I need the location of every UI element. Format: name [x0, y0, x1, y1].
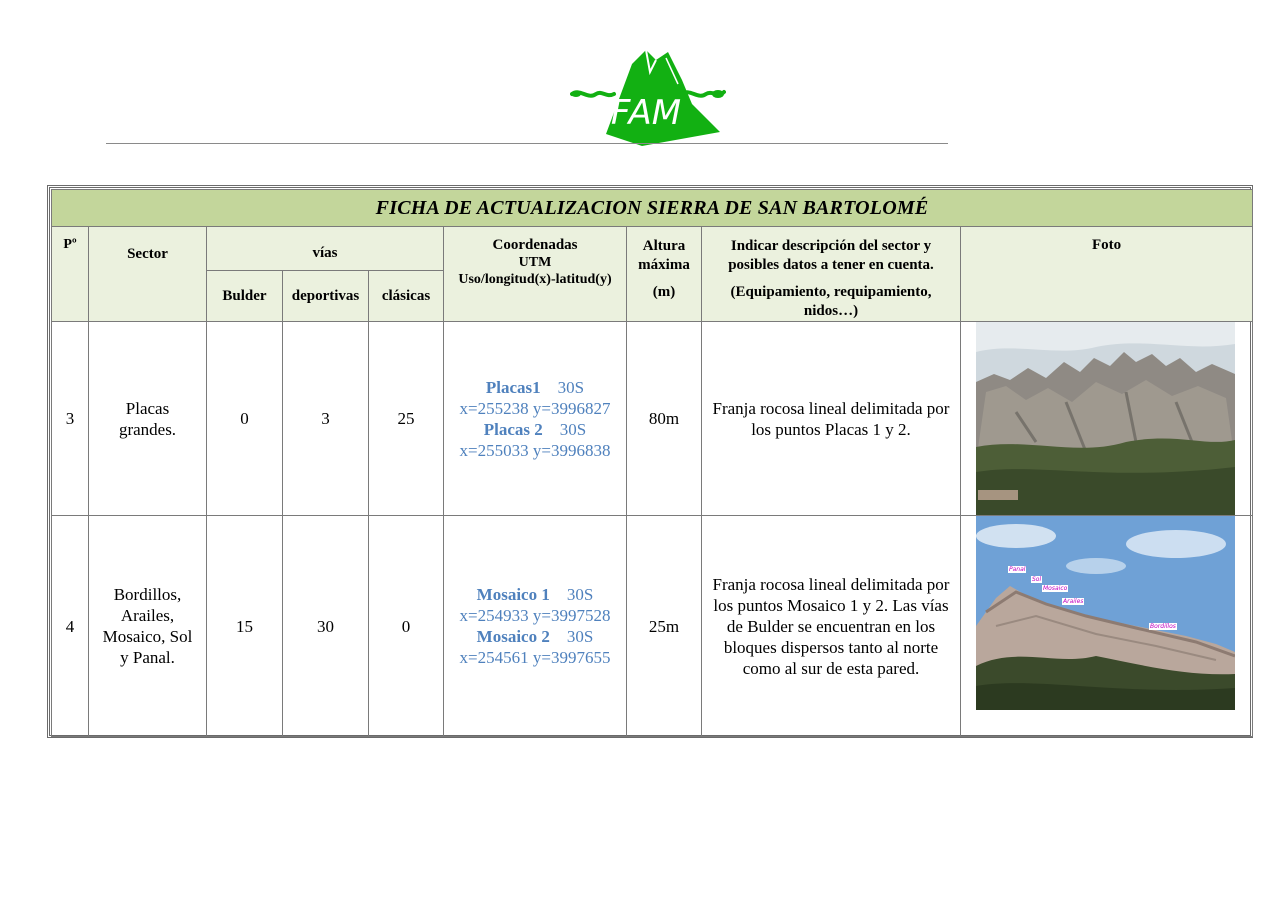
- point1-xy: x=255238 y=3996827: [459, 398, 611, 418]
- point1-zone: 30S: [557, 377, 585, 397]
- col-sector: [89, 227, 207, 322]
- point1-name: Mosaico 1: [476, 585, 550, 604]
- col-clasicas: clásicas: [369, 271, 444, 322]
- fam-logo: [570, 44, 726, 148]
- row-sector: Placas grandes.: [89, 322, 207, 516]
- photo-label-mosaico: Mosaico: [1043, 585, 1068, 592]
- photo-label-bordillos: Bordillos: [1150, 623, 1176, 630]
- col-vias: vías: [207, 227, 444, 271]
- update-sheet: [47, 185, 1253, 738]
- row-photo: [961, 516, 1253, 737]
- col-altura: [627, 227, 702, 322]
- col-deportivas: deportivas: [283, 271, 369, 322]
- point2-xy: x=254561 y=3997655: [459, 648, 611, 667]
- row-altura: 80m: [627, 322, 702, 516]
- point2-zone: 30S: [566, 627, 594, 646]
- row-photo: [961, 322, 1253, 516]
- altura-unit: (m): [652, 284, 676, 300]
- point2-name: Placas 2: [483, 419, 543, 439]
- point2-xy: x=255033 y=3996838: [459, 440, 611, 460]
- row-bulder: 0: [207, 322, 283, 516]
- row-descripcion: Franja rocosa lineal delimitada por los puntos Mosaico 1 y 2. Las vías de Bulder se encuentran en los bloques dispersos tanto al norte como al sur de esta pared.: [702, 516, 961, 737]
- photo-label-sol: Sol: [1032, 576, 1042, 583]
- logo-text: FAM: [610, 93, 682, 133]
- point1-zone: 30S: [566, 585, 594, 604]
- header-rule: [106, 143, 948, 144]
- point2-name: Mosaico 2: [476, 627, 550, 646]
- photo-label-panal: Panal: [1009, 566, 1026, 573]
- coord-sub: Uso/longitud(x)-latitud(y): [458, 272, 612, 287]
- col-num: Pº: [52, 227, 89, 322]
- placas-photo: [976, 322, 1235, 516]
- col-coordenadas: [444, 227, 627, 322]
- altura-line1: Altura: [642, 238, 686, 254]
- row-deportivas: 3: [283, 322, 369, 516]
- col-descripcion: [702, 227, 961, 322]
- row-clasicas: 25: [369, 322, 444, 516]
- col-bulder: Bulder: [207, 271, 283, 322]
- row-clasicas: 0: [369, 516, 444, 737]
- row-descripcion: Franja rocosa lineal delimitada por los puntos Placas 1 y 2.: [702, 322, 961, 516]
- table-row: [52, 516, 1253, 737]
- col-sector-label: Sector: [127, 246, 168, 262]
- sheet-title: FICHA DE ACTUALIZACION SIERRA DE SAN BARTOLOMÉ: [52, 190, 1253, 227]
- desc-line2: (Equipamiento, requipamiento, nidos…): [730, 284, 932, 319]
- row-num: 3: [52, 322, 89, 516]
- row-coordinates: [444, 322, 627, 516]
- table-row: [52, 322, 1253, 516]
- point2-zone: 30S: [559, 419, 587, 439]
- row-deportivas: 30: [283, 516, 369, 737]
- photo-label-arailes: Arailes: [1063, 598, 1084, 605]
- row-num: 4: [52, 516, 89, 737]
- coord-title: Coordenadas: [492, 237, 578, 253]
- photo-labels: [976, 516, 1235, 710]
- col-foto: Foto: [961, 227, 1253, 322]
- desc-line1: Indicar descripción del sector y posibles datos a tener en cuenta.: [728, 238, 934, 273]
- altura-line2: máxima: [638, 257, 690, 273]
- coord-utm: UTM: [518, 255, 552, 270]
- row-altura: 25m: [627, 516, 702, 737]
- point1-name: Placas1: [485, 377, 541, 397]
- row-coordinates: [444, 516, 627, 737]
- point1-xy: x=254933 y=3997528: [459, 606, 611, 625]
- row-bulder: 15: [207, 516, 283, 737]
- row-sector: Bordillos, Arailes, Mosaico, Sol y Panal.: [89, 516, 207, 737]
- sectors-table: [51, 189, 1253, 737]
